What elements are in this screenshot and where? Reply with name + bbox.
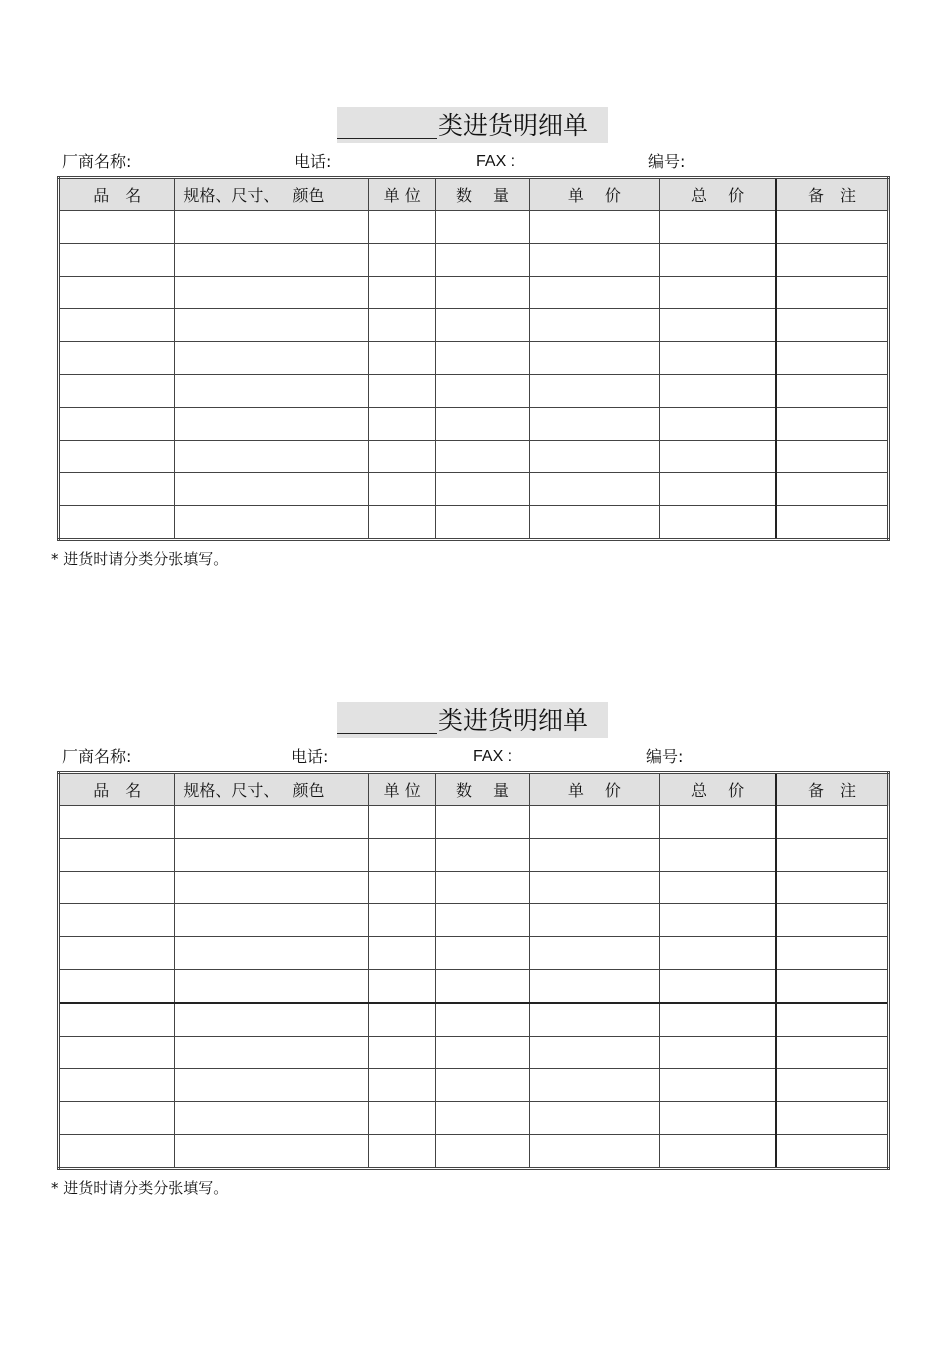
quantity-cell[interactable] [436,211,529,244]
table-row [59,342,889,375]
total-price-cell[interactable] [660,473,776,506]
quantity-cell[interactable] [436,1003,529,1036]
unit-cell[interactable] [369,276,436,309]
phone-label: 电话: [291,747,329,766]
total-price-cell[interactable] [660,309,776,342]
col-header-remarks: 备 注 [776,178,888,211]
vendor-name-label: 厂商名称: [62,152,132,171]
total-price-cell[interactable] [660,374,776,407]
unit-price-cell[interactable] [529,243,659,276]
unit-cell[interactable] [369,1003,436,1036]
quantity-cell[interactable] [436,969,529,1002]
unit-price-cell[interactable] [529,1134,659,1168]
footnote: * 进货时请分类分张填写。 [51,1179,229,1197]
col-header-unit-price: 单 价 [529,178,659,211]
unit-cell[interactable] [369,243,436,276]
detail-table [57,176,890,541]
remarks-cell[interactable] [776,871,888,904]
remarks-cell[interactable] [776,937,888,970]
unit-cell[interactable] [369,1036,436,1069]
spec-cell[interactable] [175,806,369,839]
unit-price-cell[interactable] [529,276,659,309]
quantity-cell[interactable] [436,309,529,342]
unit-price-cell[interactable] [529,473,659,506]
remarks-cell[interactable] [776,904,888,937]
spec-cell[interactable] [175,838,369,871]
table-row [59,243,889,276]
total-price-cell[interactable] [660,904,776,937]
spec-cell[interactable] [175,1036,369,1069]
total-price-cell[interactable] [660,871,776,904]
total-price-cell[interactable] [660,1036,776,1069]
item-name-cell[interactable] [59,871,175,904]
col-header-spec: 规格、尺寸、 颜色 [175,773,369,806]
remarks-cell[interactable] [776,243,888,276]
table-row [59,440,889,473]
item-name-cell[interactable] [59,506,175,540]
remarks-cell[interactable] [776,211,888,244]
unit-price-cell[interactable] [529,969,659,1002]
total-price-cell[interactable] [660,1102,776,1135]
table-body [59,806,889,1169]
table-row [59,374,889,407]
unit-cell[interactable] [369,473,436,506]
unit-price-cell[interactable] [529,342,659,375]
table-row [59,969,889,1002]
unit-cell[interactable] [369,309,436,342]
phone-label: 电话: [294,152,332,171]
spec-cell[interactable] [175,871,369,904]
unit-price-cell[interactable] [529,806,659,839]
quantity-cell[interactable] [436,871,529,904]
item-name-cell[interactable] [59,1102,175,1135]
unit-price-cell[interactable] [529,309,659,342]
table-row [59,1003,889,1036]
quantity-cell[interactable] [436,374,529,407]
item-name-cell[interactable] [59,969,175,1002]
total-price-cell[interactable] [660,806,776,839]
item-name-cell[interactable] [59,806,175,839]
unit-price-cell[interactable] [529,440,659,473]
col-header-quantity: 数 量 [436,178,529,211]
spec-cell[interactable] [175,1134,369,1168]
form-title [337,702,608,738]
quantity-cell[interactable] [436,342,529,375]
spec-cell[interactable] [175,243,369,276]
unit-price-cell[interactable] [529,904,659,937]
col-header-unit: 单 位 [369,773,436,806]
remarks-cell[interactable] [776,276,888,309]
quantity-cell[interactable] [436,1102,529,1135]
unit-price-cell[interactable] [529,1102,659,1135]
spec-cell[interactable] [175,937,369,970]
col-header-spec: 规格、尺寸、 颜色 [175,178,369,211]
remarks-cell[interactable] [776,1134,888,1168]
form-title-text: 类进货明细单 [438,111,589,140]
remarks-cell[interactable] [776,1069,888,1102]
unit-cell[interactable] [369,211,436,244]
col-header-total-price: 总 价 [660,178,776,211]
quantity-cell[interactable] [436,243,529,276]
unit-cell[interactable] [369,407,436,440]
spec-cell[interactable] [175,506,369,540]
table-body [59,211,889,540]
spec-cell[interactable] [175,276,369,309]
spec-cell[interactable] [175,1069,369,1102]
spec-cell[interactable] [175,309,369,342]
detail-table [57,771,890,1170]
table-row [59,407,889,440]
quantity-cell[interactable] [436,440,529,473]
col-header-quantity: 数 量 [436,773,529,806]
table-header-row [59,773,889,806]
total-price-cell[interactable] [660,243,776,276]
col-header-unit: 单 位 [369,178,436,211]
total-price-cell[interactable] [660,1069,776,1102]
spec-cell[interactable] [175,374,369,407]
total-price-cell[interactable] [660,1134,776,1168]
remarks-cell[interactable] [776,1036,888,1069]
item-name-cell[interactable] [59,276,175,309]
remarks-cell[interactable] [776,806,888,839]
unit-price-cell[interactable] [529,937,659,970]
total-price-cell[interactable] [660,342,776,375]
unit-cell[interactable] [369,506,436,540]
remarks-cell[interactable] [776,407,888,440]
table-row [59,1134,889,1168]
fax-label: FAX : [476,153,516,170]
form-title [337,107,608,143]
unit-cell[interactable] [369,937,436,970]
remarks-cell[interactable] [776,838,888,871]
item-name-cell[interactable] [59,407,175,440]
total-price-cell[interactable] [660,937,776,970]
unit-price-cell[interactable] [529,374,659,407]
total-price-cell[interactable] [660,276,776,309]
unit-price-cell[interactable] [529,838,659,871]
table-row [59,473,889,506]
vendor-name-label: 厂商名称: [62,747,132,766]
col-header-unit-price: 单 价 [529,773,659,806]
table-row [59,309,889,342]
unit-price-cell[interactable] [529,211,659,244]
quantity-cell[interactable] [436,937,529,970]
total-price-cell[interactable] [660,506,776,540]
table-row [59,1036,889,1069]
item-name-cell[interactable] [59,440,175,473]
remarks-cell[interactable] [776,473,888,506]
fax-label: FAX : [473,748,513,765]
quantity-cell[interactable] [436,838,529,871]
total-price-cell[interactable] [660,838,776,871]
col-header-total-price: 总 价 [660,773,776,806]
total-price-cell[interactable] [660,969,776,1002]
unit-cell[interactable] [369,374,436,407]
unit-cell[interactable] [369,342,436,375]
table-row [59,838,889,871]
remarks-cell[interactable] [776,374,888,407]
spec-cell[interactable] [175,1102,369,1135]
item-name-cell[interactable] [59,904,175,937]
category-blank-line [337,138,437,139]
item-name-cell[interactable] [59,309,175,342]
remarks-cell[interactable] [776,1102,888,1135]
unit-cell[interactable] [369,1102,436,1135]
number-label: 编号: [646,747,684,766]
table-row [59,937,889,970]
table-row [59,211,889,244]
quantity-cell[interactable] [436,1036,529,1069]
item-name-cell[interactable] [59,342,175,375]
quantity-cell[interactable] [436,276,529,309]
unit-cell[interactable] [369,969,436,1002]
quantity-cell[interactable] [436,473,529,506]
remarks-cell[interactable] [776,1003,888,1036]
item-name-cell[interactable] [59,473,175,506]
unit-cell[interactable] [369,1134,436,1168]
item-name-cell[interactable] [59,211,175,244]
table-row [59,806,889,839]
category-blank-line [337,733,437,734]
remarks-cell[interactable] [776,309,888,342]
unit-price-cell[interactable] [529,1069,659,1102]
total-price-cell[interactable] [660,407,776,440]
unit-cell[interactable] [369,838,436,871]
table-header-row [59,178,889,211]
spec-cell[interactable] [175,211,369,244]
remarks-cell[interactable] [776,969,888,1002]
unit-cell[interactable] [369,806,436,839]
spec-cell[interactable] [175,1003,369,1036]
number-label: 编号: [648,152,686,171]
total-price-cell[interactable] [660,211,776,244]
item-name-cell[interactable] [59,1069,175,1102]
total-price-cell[interactable] [660,1003,776,1036]
unit-price-cell[interactable] [529,1036,659,1069]
unit-cell[interactable] [369,871,436,904]
item-name-cell[interactable] [59,937,175,970]
unit-price-cell[interactable] [529,407,659,440]
unit-cell[interactable] [369,1069,436,1102]
quantity-cell[interactable] [436,407,529,440]
spec-cell[interactable] [175,904,369,937]
item-name-cell[interactable] [59,838,175,871]
spec-cell[interactable] [175,473,369,506]
item-name-cell[interactable] [59,374,175,407]
spec-cell[interactable] [175,407,369,440]
unit-cell[interactable] [369,440,436,473]
table-row [59,871,889,904]
quantity-cell[interactable] [436,1069,529,1102]
table-row [59,1069,889,1102]
unit-cell[interactable] [369,904,436,937]
quantity-cell[interactable] [436,806,529,839]
col-header-remarks: 备 注 [776,773,888,806]
unit-price-cell[interactable] [529,871,659,904]
table-row [59,506,889,540]
table-row [59,1102,889,1135]
spec-cell[interactable] [175,969,369,1002]
item-name-cell[interactable] [59,1003,175,1036]
table-row [59,276,889,309]
spec-cell[interactable] [175,440,369,473]
quantity-cell[interactable] [436,506,529,540]
form-title-text: 类进货明细单 [438,706,589,735]
footnote: * 进货时请分类分张填写。 [51,550,229,568]
remarks-cell[interactable] [776,342,888,375]
quantity-cell[interactable] [436,1134,529,1168]
quantity-cell[interactable] [436,904,529,937]
col-header-item-name: 品 名 [59,773,175,806]
total-price-cell[interactable] [660,440,776,473]
spec-cell[interactable] [175,342,369,375]
item-name-cell[interactable] [59,243,175,276]
unit-price-cell[interactable] [529,506,659,540]
item-name-cell[interactable] [59,1036,175,1069]
unit-price-cell[interactable] [529,1003,659,1036]
col-header-item-name: 品 名 [59,178,175,211]
table-row [59,904,889,937]
remarks-cell[interactable] [776,506,888,540]
item-name-cell[interactable] [59,1134,175,1168]
remarks-cell[interactable] [776,440,888,473]
